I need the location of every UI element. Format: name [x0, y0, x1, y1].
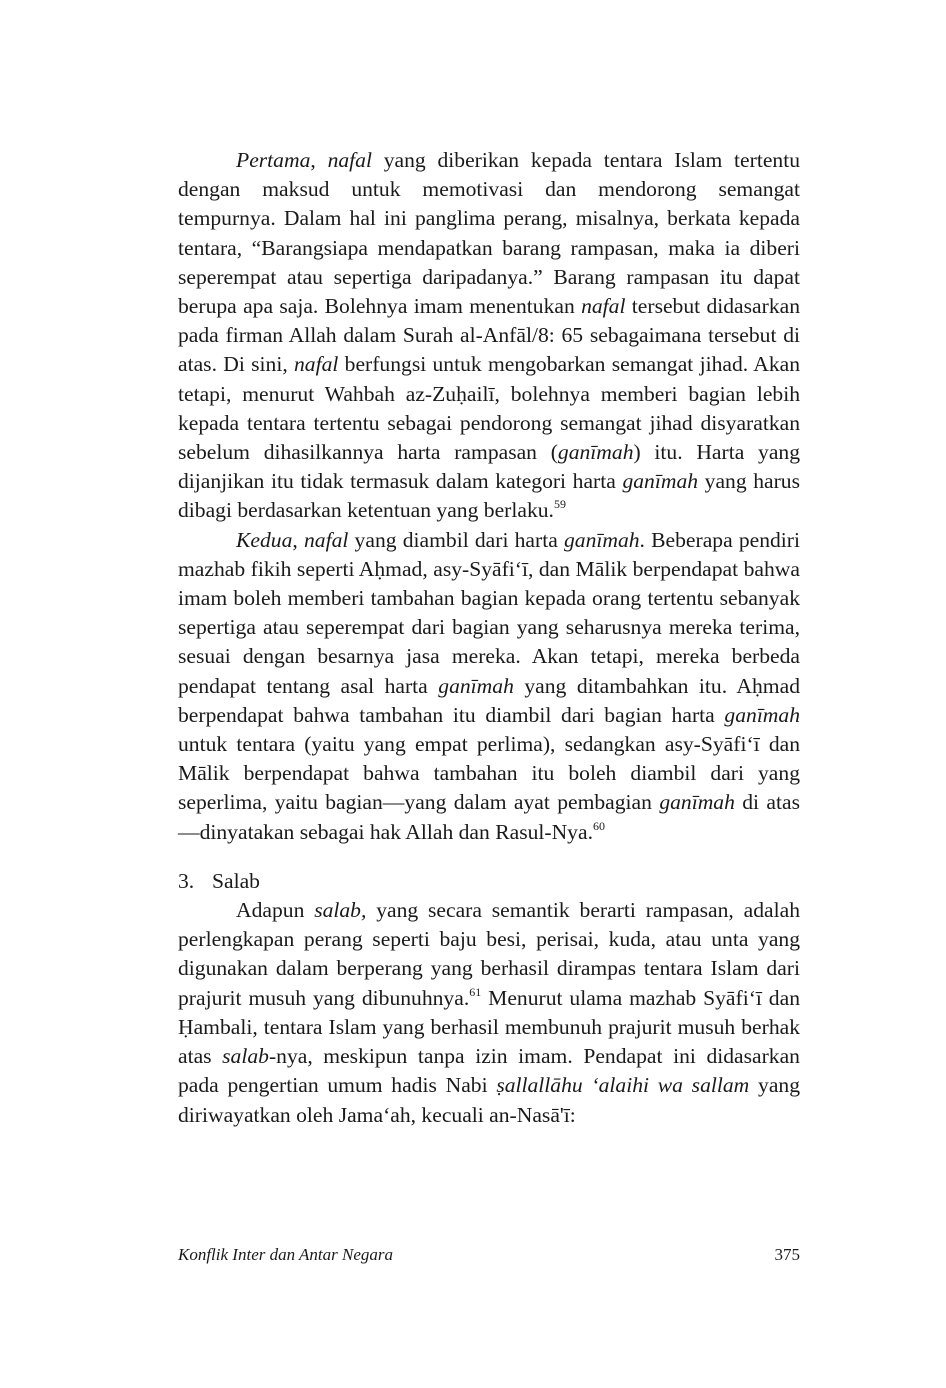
term-ganimah: ganīmah [557, 440, 634, 465]
body-text [178, 146, 800, 1130]
text-span: , [310, 148, 328, 172]
term-nafal: nafal [294, 352, 339, 377]
footnote-ref[interactable]: 60 [592, 818, 605, 833]
term-ganimah: ganīmah [659, 790, 735, 815]
text-span: yang secara semantik berarti rampasan, adalah perlengkapan perang seperti baju besi, perisai, kuda, atau unta yang digunakan dalam berperang yang berhasil dirampas tentara Islam dari prajurit musuh yang dibunuhnya. [178, 898, 800, 1010]
text-span: -nya, meskipun tanpa izin imam. Pendapat ini didasarkan pada pengertian umum hadis Nabi [178, 1044, 800, 1098]
text-span: yang diambil dari harta [348, 527, 564, 552]
text-span: yang harus dibagi berdasarkan ketentuan yang berlaku. [178, 469, 801, 523]
text-span: untuk tentara (yaitu yang empat perlima), sedangkan asy-Syāfi‘ī dan Mālik berpendapat bahwa tambahan itu boleh diambil dari yang seperlima, yaitu bagian—yang dalam ayat pembagian [178, 732, 800, 815]
page-number: 375 [774, 1245, 800, 1264]
text-span: di atas—dinyatakan sebagai hak Allah dan Rasul-Nya. [178, 790, 800, 844]
text-span: tersebut didasarkan pada firman Allah dalam Surah al-Anfāl/8: 65 sebagaimana tersebut di atas. Di sini, [178, 294, 800, 377]
running-footer-title: Konflik Inter dan Antar Negara [178, 1245, 394, 1264]
section-heading [178, 867, 800, 896]
text-span: berfungsi untuk mengobarkan semangat jihad. Akan tetapi, menurut Wahbah az-Zuḥailī, bolehnya memberi bagian lebih kepada tentara tertentu sebagai pendorong semangat jihad disyaratkan sebelum dihasilkannya harta rampasan ( [178, 352, 801, 465]
term-nafal: nafal [581, 294, 626, 319]
term-ganimah: ganīmah [563, 527, 640, 552]
text-span: yang diriwayatkan oleh Jama‘ah, kecuali an-Nasā'ī: [178, 1073, 800, 1127]
footnote-ref[interactable]: 59 [553, 497, 566, 512]
term-nafal: nafal [303, 527, 349, 552]
section-title: Salab [212, 868, 260, 893]
term-pertama: Pertama [236, 148, 311, 172]
term-ganimah: ganīmah [622, 469, 699, 494]
text-span: yang ditambahkan itu. Aḥmad berpendapat bahwa tambahan itu diambil dari bagian harta [178, 673, 800, 727]
text-span: Menurut ulama mazhab Syāfi‘ī dan Ḥambali, tentara Islam yang berhasil membunuh prajurit musuh berhak atas [178, 985, 800, 1069]
text-span: , [292, 527, 304, 552]
paragraph-pertama [178, 146, 800, 526]
text-span: Adapun [236, 898, 315, 923]
paragraph-salab [178, 896, 800, 1130]
text-span: yang diberikan kepada tentara Islam tertentu dengan maksud untuk memotivasi dan mendorong semangat tempurnya. Dalam hal ini panglima perang, misalnya, berkata kepada tentara, “Barangsiapa mendapatkan barang rampasan, maka ia diberi seperempat atau sepertiga daripadanya.” Barang rampasan itu dapat berupa apa saja. Bolehnya imam menentukan [178, 148, 800, 319]
section-number: 3. [178, 868, 195, 893]
page-footer [178, 1245, 800, 1265]
paragraph-kedua [178, 526, 800, 847]
text-span: ) itu. Harta yang dijanjikan itu tidak termasuk dalam kategori harta [178, 440, 800, 494]
term-ganimah: ganīmah [724, 702, 800, 727]
text-span: . Beberapa pendiri mazhab fikih seperti Aḥmad, asy-Syāfi‘ī, dan Mālik berpendapat bahwa imam boleh memberi tambahan bagian kepada orang tertentu sebanyak sepertiga atau seperempat dari bagian yang seharusnya mereka terima, sesuai dengan besarnya jasa mereka. Akan tetapi, mereka berbeda pendapat tentang asal harta [178, 527, 801, 698]
term-salawat: ṣallallāhu ‘alaihi wa sallam [496, 1073, 750, 1098]
term-ganimah: ganīmah [438, 673, 514, 698]
term-nafal: nafal [327, 148, 372, 172]
term-salab: salab, [314, 898, 367, 923]
footnote-ref[interactable]: 61 [469, 984, 482, 999]
term-kedua: Kedua [236, 527, 293, 552]
term-salab: salab [222, 1044, 269, 1069]
